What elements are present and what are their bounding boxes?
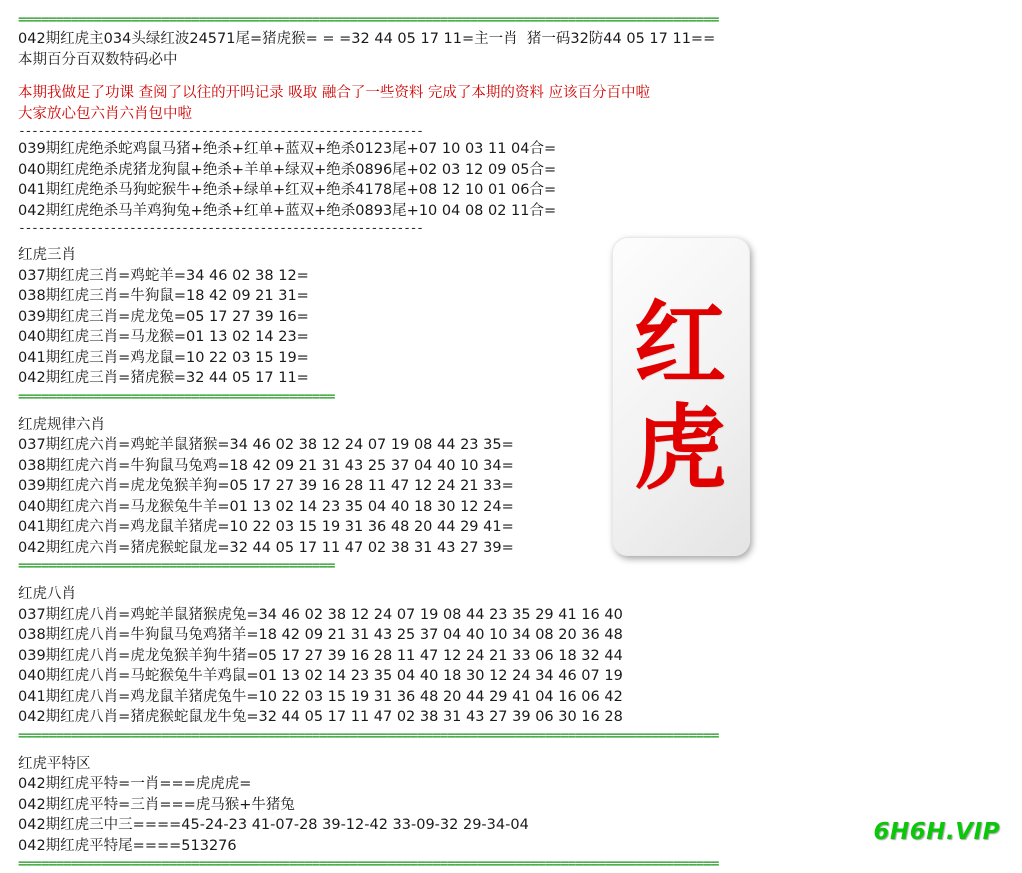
liuxiao-row-2: 038期红虎六肖=牛狗鼠马兔鸡=18 42 09 21 31 43 25 37 04 40 10 34= (18, 457, 514, 474)
separator-equals-3: ============================================================================================= (18, 727, 719, 744)
juesha-row-2: 040期红虎绝杀虎猪龙狗鼠+绝杀+羊单+绿双+绝杀0896尾+02 03 12 09 05合= (18, 161, 557, 178)
juesha-row-4: 042期红虎绝杀马羊鸡狗兔+绝杀+红单+蓝双+绝杀0893尾+10 04 08 02 11合= (18, 202, 557, 219)
pingte-row-3: 042期红虎三中三====45-24-23 41-07-28 39-12-42 33-09-32 29-34-04 (18, 817, 529, 833)
liuxiao-row-5: 041期红虎六肖=鸡龙鼠羊猪虎=10 22 03 15 19 31 36 48 20 44 29 41= (18, 519, 514, 535)
header-line-2: 本期百分百双数特码必中 (18, 51, 178, 68)
pingte-title: 红虎平特区 (18, 755, 91, 772)
sanxiao-row-4: 040期红虎三肖=马龙猴=01 13 02 14 23= (18, 329, 309, 345)
sanxiao-row-2: 038期红虎三肖=牛狗鼠=18 42 09 21 31= (18, 288, 309, 304)
baxiao-row-3: 039期红虎八肖=虎龙兔猴羊狗牛猪=05 17 27 39 16 28 11 47 12 24 21 33 06 18 32 44 (18, 647, 623, 664)
separator-equals-2: ========================================== (18, 558, 335, 574)
spacer (18, 236, 1004, 245)
juesha-row-3: 041期红虎绝杀马狗蛇猴牛+绝杀+绿单+红双+绝杀4178尾+08 12 10 01 06合= (18, 182, 557, 198)
sanxiao-row-1: 037期红虎三肖=鸡蛇羊=34 46 02 38 12= (18, 267, 309, 284)
spacer (18, 70, 1004, 83)
logo-char-hu: 虎 (633, 393, 728, 502)
baxiao-title: 红虎八肖 (18, 586, 76, 602)
separator-equals-4: ============================================================================================= (18, 856, 719, 872)
site-watermark: 6H6H.VIP (873, 819, 1000, 845)
logo-char-hong: 红 (633, 290, 728, 399)
separator-top: ============================================================================================= (18, 12, 719, 28)
pingte-row-2: 042期红虎平特=三肖===虎马猴+牛猪兔 (18, 796, 295, 813)
red-tiger-logo (612, 237, 750, 556)
header-line-3: 本期我做足了功课 查阅了以往的开吗记录 吸取 融合了一些资料 完成了本期的资料 应该百分百中啦 (18, 85, 651, 101)
header-line-4: 大家放心包六肖六肖包中啦 (18, 105, 192, 122)
liuxiao-row-3: 039期红虎六肖=虎龙兔猴羊狗=05 17 27 39 16 28 11 47 12 24 21 33= (18, 478, 514, 494)
separator-dashes-2: -------------------------------------------------------------- (18, 221, 423, 236)
document-content (18, 12, 1004, 873)
sanxiao-row-3: 039期红虎三肖=虎龙兔=05 17 27 39 16= (18, 308, 309, 325)
spacer (18, 745, 1004, 754)
baxiao-row-5: 041期红虎八肖=鸡龙鼠羊猪虎兔牛=10 22 03 15 19 31 36 48 20 44 29 41 04 16 06 42 (18, 688, 623, 705)
baxiao-row-2: 038期红虎八肖=牛狗鼠马兔鸡猪羊=18 42 09 21 31 43 25 37 04 40 10 34 08 20 36 48 (18, 627, 623, 643)
baxiao-row-6: 042期红虎八肖=猪虎猴蛇鼠龙牛兔=32 44 05 17 11 47 02 38 31 43 27 39 06 30 16 28 (18, 709, 623, 725)
pingte-row-4: 042期红虎平特尾====513276 (18, 837, 237, 854)
spacer (18, 406, 1004, 415)
baxiao-row-1: 037期红虎八肖=鸡蛇羊鼠猪猴虎兔=34 46 02 38 12 24 07 19 08 44 23 35 29 41 16 40 (18, 606, 623, 623)
sanxiao-title: 红虎三肖 (18, 247, 76, 263)
spacer (18, 575, 1004, 584)
separator-equals-1: ========================================== (18, 388, 335, 405)
sanxiao-row-5: 041期红虎三肖=鸡龙鼠=10 22 03 15 19= (18, 349, 309, 366)
liuxiao-row-4: 040期红虎六肖=马龙猴兔牛羊=01 13 02 14 23 35 04 40 18 30 12 24= (18, 498, 514, 515)
liuxiao-row-6: 042期红虎六肖=猪虎猴蛇鼠龙=32 44 05 17 11 47 02 38 31 43 27 39= (18, 539, 514, 556)
pingte-row-1: 042期红虎平特=一肖===虎虎虎= (18, 776, 252, 792)
separator-dashes-1: -------------------------------------------------------------- (18, 124, 423, 139)
header-line-1: 042期红虎主034头绿红波24571尾=猪虎猴= = =32 44 05 17 11=主一肖 猪一码32防44 05 17 11== (18, 31, 716, 47)
baxiao-row-4: 040期红虎八肖=马蛇猴兔牛羊鸡鼠=01 13 02 14 23 35 04 40 18 30 12 24 34 46 07 19 (18, 668, 623, 684)
juesha-row-1: 039期红虎绝杀蛇鸡鼠马猪+绝杀+红单+蓝双+绝杀0123尾+07 10 03 11 04合= (18, 141, 557, 157)
sanxiao-row-6: 042期红虎三肖=猪虎猴=32 44 05 17 11= (18, 370, 309, 386)
liuxiao-row-1: 037期红虎六肖=鸡蛇羊鼠猪猴=34 46 02 38 12 24 07 19 08 44 23 35= (18, 437, 514, 453)
liuxiao-title: 红虎规律六肖 (18, 416, 105, 433)
